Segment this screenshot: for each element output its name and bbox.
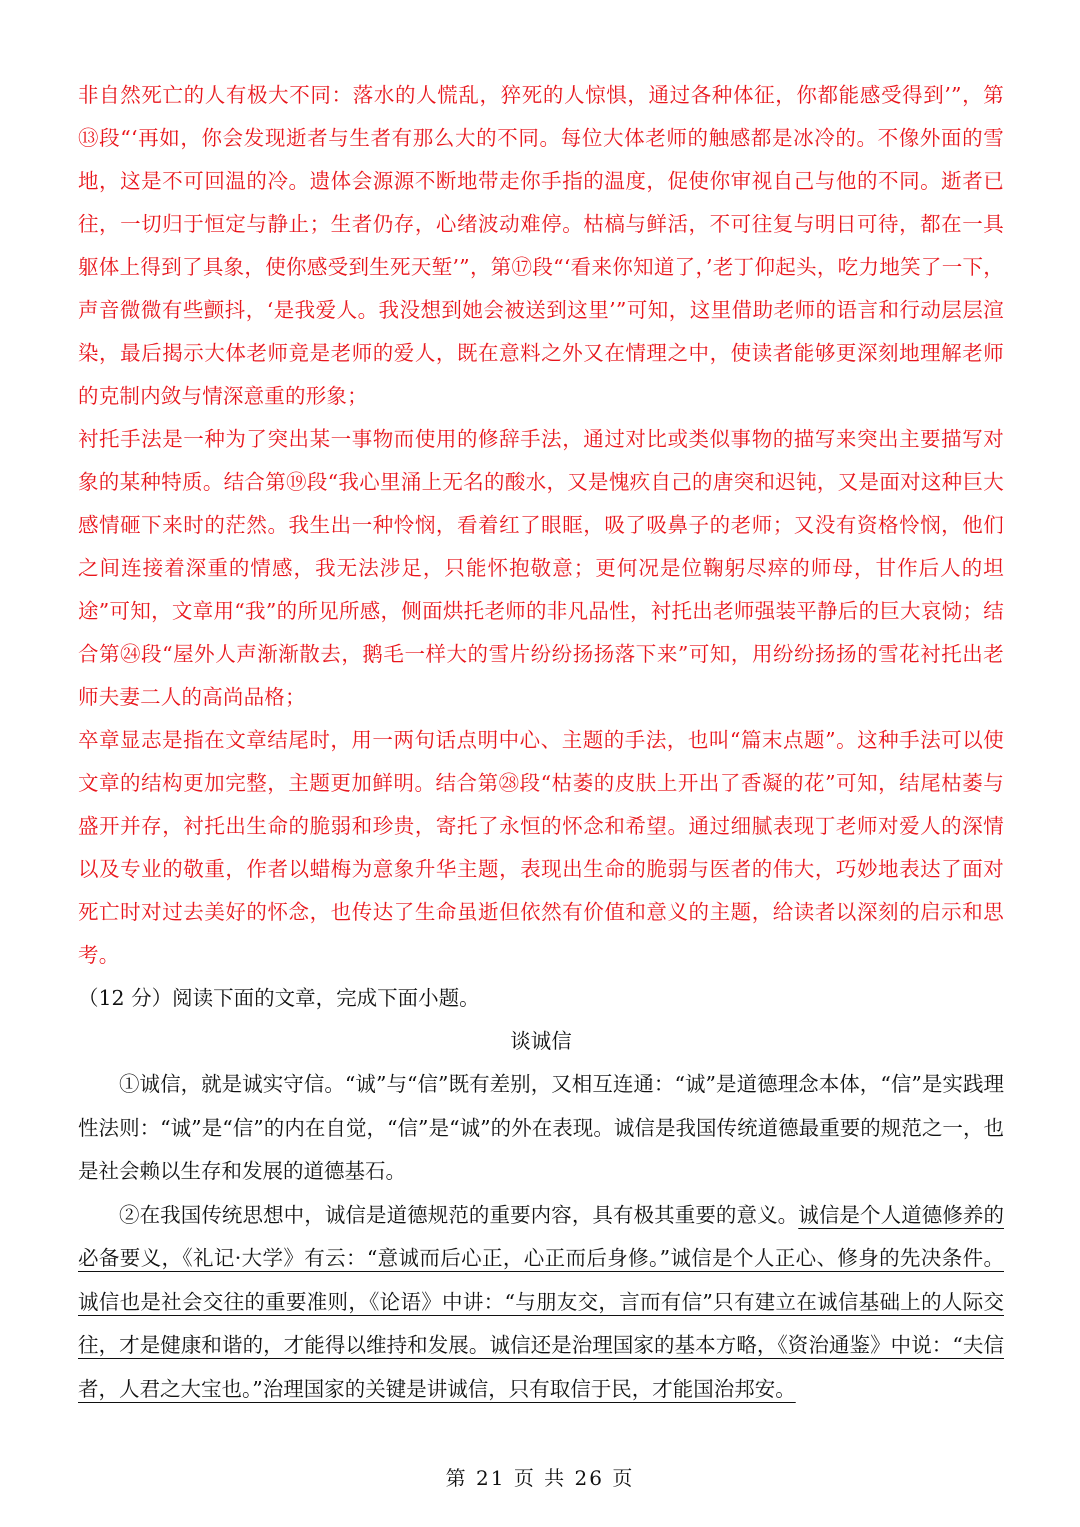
analysis-paragraph-3: 卒章显志是指在文章结尾时，用一两句话点明中心、主题的手法，也叫“篇末点题”。这种手法可以使文章的结构更加完整，主题更加鲜明。结合第㉘段“枯萎的皮肤上开出了香凝的花”可知，结尾枯萎与盛开并存，衬托出生命的脆弱和珍贵，寄托了永恒的怀念和希望。通过细腻表现丁老师对爱人的深情以及专业的敬重，作者以蜡梅为意象升华主题，表现出生命的脆弱与医者的伟大，巧妙地表达了面对死亡时对过去美好的怀念，也传达了生命虽逝但依然有价值和意义的主题，给读者以深刻的启示和思考。 [78,728,1004,967]
analysis-paragraph-1: 非自然死亡的人有极大不同：落水的人慌乱，猝死的人惊惧，通过各种体征，你都能感受得到’”，第⑬段“‘再如，你会发现逝者与生者有那么大的不同。每位大体老师的触感都是冰冷的。不像外面的雪地，这是不可回温的冷。遗体会源源不断地带走你手指的温度，促使你审视自己与他的不同。逝者已往，一切归于恒定与静止；生者仍存，心绪波动难停。枯槁与鲜活，不可往复与明日可待，都在一具躯体上得到了具象，使你感受到生死天堑’”，第⑰段“‘看来你知道了，’老丁仰起头，吃力地笑了一下，声音微微有些颤抖，‘是我爱人。我没想到她会被送到这里’”可知，这里借助老师的语言和行动层层渲染，最后揭示大体老师竟是老师的爱人，既在意料之外又在情理之中，使读者能够更深刻地理解老师的克制内敛与情深意重的形象； [78,83,1004,408]
analysis-paragraph-2: 衬托手法是一种为了突出某一事物而使用的修辞手法，通过对比或类似事物的描写来突出主要描写对象的某种特质。结合第⑲段“我心里涌上无名的酸水，又是愧疚自己的唐突和迟钝，又是面对这种巨大感情砸下来时的茫然。我生出一种怜悯，看着红了眼眶，吸了吸鼻子的老师；又没有资格怜悯，他们之间连接着深重的情感，我无法涉足，只能怀抱敬意；更何况是位鞠躬尽瘁的师母，甘作后人的坦途”可知，文章用“我”的所见所感，侧面烘托老师的非凡品性，衬托出老师强装平静后的巨大哀恸；结合第㉔段“屋外人声渐渐散去，鹅毛一样大的雪片纷纷扬扬落下来”可知，用纷纷扬扬的雪花衬托出老师夫妻二人的高尚品格； [78,427,1004,709]
article-paragraph-1: ①诚信，就是诚实守信。“诚”与“信”既有差别，又相互连通：“诚”是道德理念本体，“信”是实践理性法则：“诚”是“信”的内在自觉，“信”是“诚”的外在表现。诚信是我国传统道德最重要的规范之一，也是社会赖以生存和发展的道德基石。 [78,1072,1004,1183]
article-paragraph-2-lead: ②在我国传统思想中，诚信是道德规范的重要内容，具有极其重要的意义。 [119,1202,799,1227]
article-paragraph-2 [78,1194,1004,1412]
article-title: 谈诚信 [510,1029,572,1053]
article-paragraph-2-underlined: 诚信是个人道德修养的必备要义，《礼记·大学》有云：“意诚而后心正，心正而后身修。”诚信是个人正心、修身的先决条件。诚信也是社会交往的重要准则，《论语》中讲：“与朋友交，言而有信”只有建立在诚信基础上的人际交往，才是健康和谐的，才能得以维持和发展。诚信还是治理国家的基本方略，《资治通鉴》中说：“夫信者，人君之大宝也。”治理国家的关键是讲诚信，只有取信于民，才能国治邦安。 [78,1202,1004,1401]
page-number-footer: 第 21 页 共 26 页 [445,1466,635,1490]
question-intro: （12 分）阅读下面的文章，完成下面小题。 [78,986,480,1010]
document-page [78,74,1004,1411]
